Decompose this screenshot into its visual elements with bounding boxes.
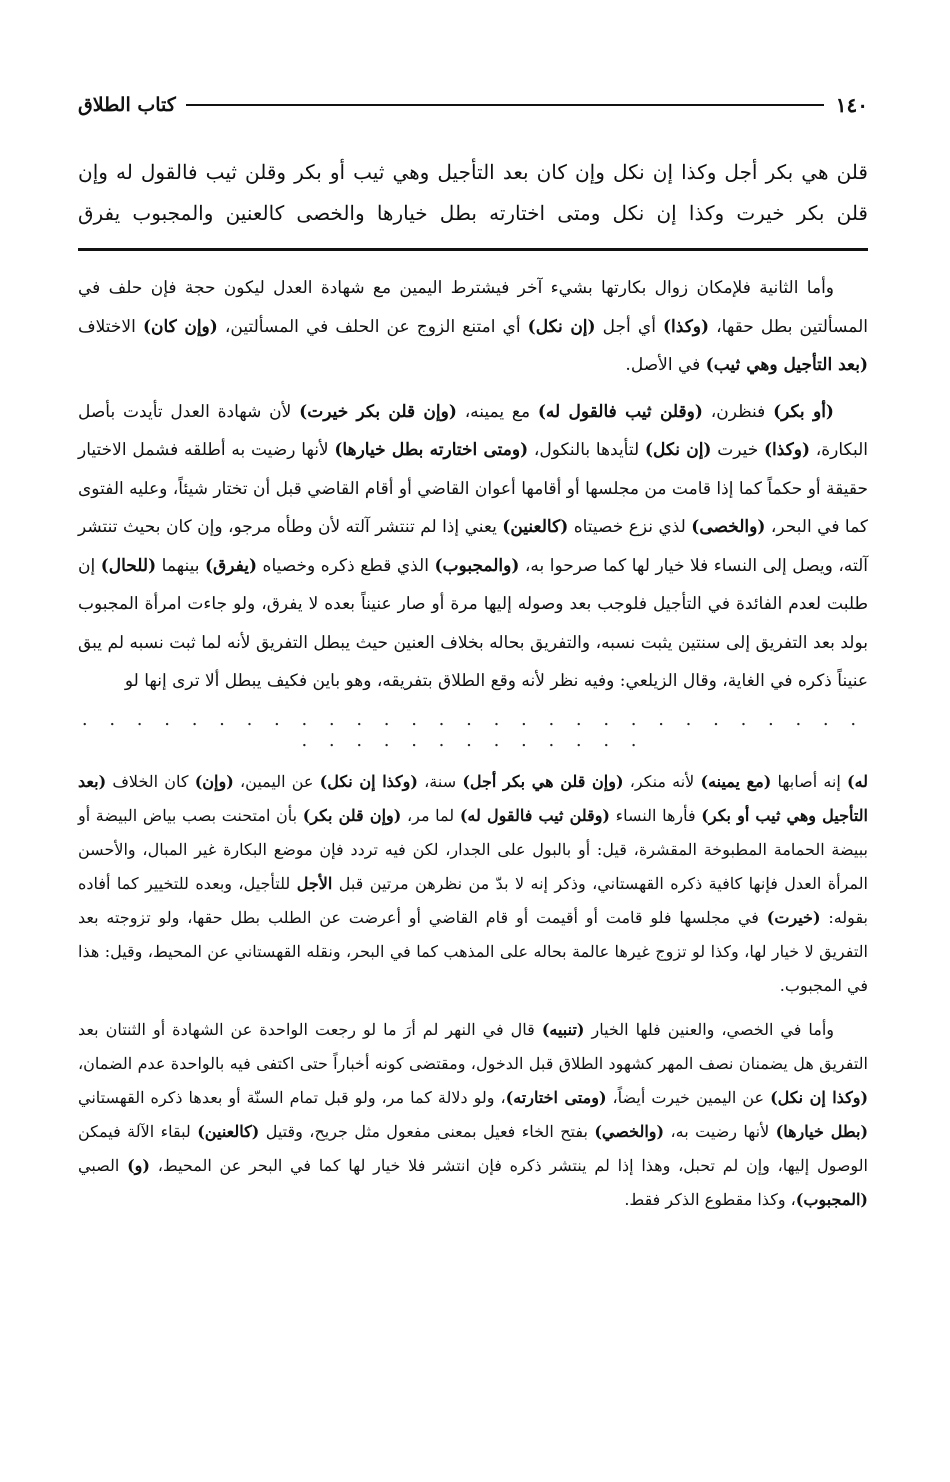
text-run: إن طلبت لعدم الفائدة في التأجيل فلوجب بعد وصوله إليها مرة أو صار عنيناً بعده لا يفرق، ولو جاءت امرأة المجبوب بولد بعد التفريق إلى سنتين يثبت نسبه، والتفريق بحاله بخلاف العنين حيث يبطل التفريق لأنه لما ثبت نسبه لم يبق عنيناً ذكره في الغاية، وقال الزيلعي: وفيه نظر لأنه وقع الطلاق بتفريقه، وهو باين فكيف يبطل ألا ترى إنها لو bbox=[78, 555, 868, 691]
text-run: لأن شهادة العدل تأيدت بأصل البكارة، bbox=[78, 401, 868, 460]
quoted-matn: (يفرق) bbox=[205, 555, 258, 576]
text-run: الاختلاف bbox=[78, 316, 143, 337]
text-run: الصبي bbox=[78, 1155, 128, 1175]
quoted-matn: الأجل bbox=[296, 873, 333, 893]
text-run: أي أجل bbox=[595, 316, 664, 337]
matn-text bbox=[78, 152, 868, 234]
quoted-matn: (وإن كان) bbox=[142, 316, 218, 337]
quoted-matn: (وقلن ثيب فالقول له) bbox=[537, 401, 703, 422]
quoted-matn: (إن نكل) bbox=[644, 440, 712, 460]
text-run: لأنه منكر، bbox=[623, 771, 701, 791]
quoted-matn: (بطل خيارها) bbox=[775, 1121, 869, 1141]
quoted-matn: (والخصي) bbox=[594, 1121, 665, 1141]
quoted-matn: (أو بكر) bbox=[773, 401, 834, 422]
text-run: ، ولو دلالة كما مر، ولو قبل تمام السنّة أو بعدها ذكره القهستاني bbox=[78, 1087, 506, 1107]
text-run: عن اليمين خيرت أيضاً، bbox=[606, 1087, 771, 1107]
quoted-matn: (وإن قلن هي بكر أجل) bbox=[462, 771, 624, 791]
quoted-matn: (وكذا) bbox=[663, 316, 710, 337]
page-number: ١٤٠ bbox=[835, 93, 868, 117]
quoted-matn: (مع يمينه) bbox=[700, 771, 772, 791]
footnote-paragraph bbox=[78, 765, 868, 1003]
footnote-paragraph bbox=[78, 1013, 868, 1217]
quoted-matn: (وإن قلن بكر) bbox=[302, 805, 402, 825]
text-run: أي امتنع الزوج عن الحلف في المسألتين، bbox=[217, 316, 528, 337]
text-run: سنة، bbox=[417, 771, 463, 791]
text-run: في مجلسها فلو قامت أو أقيمت أو قام القاضي أو أعرضت عن الطلب بطل حقها، ولو تزوجته بعد التفريق لا خيار لها، وكذا لو تزوج غيرها عالمة بحاله على المذهب كما في البحر، ونقله القهستاني عن المحيط، وقيل: هذا في المجبوب. bbox=[78, 907, 868, 995]
quoted-matn: (وقلن ثيب فالقول له) bbox=[459, 805, 610, 825]
text-run: بأن امتحنت بصب بياض البيضة أو ببيضة الحمامة المطبوخة المقشرة، قيل: أو بالبول على الجدار، لكن فيه تردد فإن موضع البكارة غير المبال، والأحسن المرأة العدل فإنها كافية ذكره القهستاني، وذكر إنه لا بدّ من نظرهن مرتين قبل bbox=[78, 805, 869, 893]
quoted-matn: (والمجبوب) bbox=[434, 555, 520, 576]
quoted-matn: (ومتى اختارته) bbox=[505, 1087, 607, 1107]
quoted-matn: (للحال) bbox=[100, 555, 157, 576]
quoted-matn: (إن نكل) bbox=[527, 316, 596, 337]
quoted-matn: (بعد التأجيل وهي ثيب) bbox=[705, 355, 868, 375]
text-run: ، وكذا مقطوع الذكر فقط. bbox=[624, 1189, 796, 1209]
running-header bbox=[78, 88, 868, 122]
quoted-matn: (وكذا) bbox=[763, 440, 811, 460]
quoted-matn: (والخصى) bbox=[691, 517, 766, 537]
quoted-matn: له) bbox=[847, 771, 869, 791]
section-divider bbox=[78, 248, 868, 251]
text-run: في الأصل. bbox=[625, 355, 706, 375]
text-run: عن اليمين، bbox=[233, 771, 320, 791]
text-run: وأما في الخصي، والعنين فلها الخيار bbox=[584, 1019, 835, 1039]
quoted-matn: (كالعنين) bbox=[502, 517, 569, 537]
text-run: لأنها رضيت به، bbox=[664, 1121, 776, 1141]
text-run: بفتح الخاء فعيل بمعنى مفعول مثل جريح، وقتيل bbox=[259, 1121, 595, 1141]
footnote-separator: . . . . . . . . . . . . . . . . . . . . . . . . . . . . . . . . . . . . . . . . . . bbox=[81, 708, 865, 751]
text-run: فنظرن، bbox=[702, 401, 774, 422]
quoted-matn: (بعد التأجيل وهي ثيب أو بكر) bbox=[78, 771, 868, 825]
text-run: يعني إذا لم تنتشر آلته لأن وطأه مرجو، وإن كان بحيث تنتشر آلته، ويصل إلى النساء فلا خيار لها كما صرحوا به، bbox=[78, 517, 868, 576]
quoted-matn: (وإن) bbox=[194, 771, 234, 791]
text-run: لبقاء الآلة فيمكن الوصول إليها، وإن لم تحبل، وهذا إذا لم ينتشر ذكره فإن انتشر فلا خيار لها كما في البحر عن المحيط، bbox=[78, 1121, 869, 1175]
text-run: لأنها رضيت به أطلقه فشمل الاختيار حقيقة أو حكماً كما إذا قامت من مجلسها أو أقامها أعوان القاضي أو أقام القاضي قبل أن تختار شيئاً، وعليه الفتوى كما في البحر، bbox=[78, 440, 868, 537]
quoted-matn: (خيرت) bbox=[766, 907, 821, 927]
footnotes bbox=[78, 765, 868, 1217]
commentary-paragraph bbox=[78, 269, 868, 385]
quoted-matn: (وكذا إن نكل) bbox=[319, 771, 418, 791]
text-run: بينهما bbox=[156, 555, 206, 576]
quoted-matn: (وإن قلن بكر خيرت) bbox=[299, 401, 457, 422]
text-run: إنه أصابها bbox=[771, 771, 847, 791]
quoted-matn: (المجبوب) bbox=[795, 1189, 868, 1209]
matn-line: قلن هي بكر أجل وكذا إن نكل وإن كان بعد التأجيل وهي ثيب أو بكر وقلن ثيب فالقول له وإن bbox=[78, 160, 868, 184]
text-run: لتأيدها بالنكول، bbox=[528, 440, 645, 460]
page bbox=[78, 88, 868, 1227]
commentary bbox=[78, 269, 868, 701]
quoted-matn: (كالعنين) bbox=[197, 1121, 260, 1141]
text-run: مع يمينه، bbox=[456, 401, 538, 422]
text-run: لذي نزع خصيتاه bbox=[568, 517, 692, 537]
matn-line: قلن بكر خيرت وكذا إن نكل ومتى اختارته بطل خيارها والخصى كالعنين والمجبوب يفرق bbox=[78, 201, 868, 225]
commentary-paragraph bbox=[78, 393, 868, 701]
quoted-matn: (ومتى اختارته بطل خيارها) bbox=[334, 440, 529, 460]
text-run: لما مر، bbox=[401, 805, 460, 825]
text-run: كان الخلاف bbox=[106, 771, 195, 791]
quoted-matn: (و) bbox=[127, 1155, 150, 1175]
quoted-matn: (تنبيه) bbox=[541, 1019, 585, 1039]
text-run: خيرت bbox=[711, 440, 764, 460]
running-title: كتاب الطلاق bbox=[78, 94, 176, 116]
text-run: الذي قطع ذكره وخصياه bbox=[257, 555, 435, 576]
text-run: فأرها النساء bbox=[610, 805, 702, 825]
text-run: وأما الثانية فلإمكان زوال بكارتها بشيء آخر فيشترط اليمين مع شهادة العدل ليكون حجة فإن حلف في المسألتين بطل حقها، bbox=[78, 278, 868, 337]
quoted-matn: (وكذا إن نكل) bbox=[770, 1087, 869, 1107]
header-rule bbox=[186, 104, 824, 106]
text-run: قال في النهر لم أرَ ما لو رجعت الواحدة عن الشهادة أو الثنتان بعد التفريق هل يضمنان نصف المهر كشهود الطلاق قبل الدخول، ومقتضى كونه أخباراً حتى اكتفى فيه بالواحدة عدم الضمان، bbox=[78, 1019, 868, 1073]
text-run: للتأجيل، وبعده للتخيير كما أفاده بقوله: bbox=[78, 873, 868, 927]
